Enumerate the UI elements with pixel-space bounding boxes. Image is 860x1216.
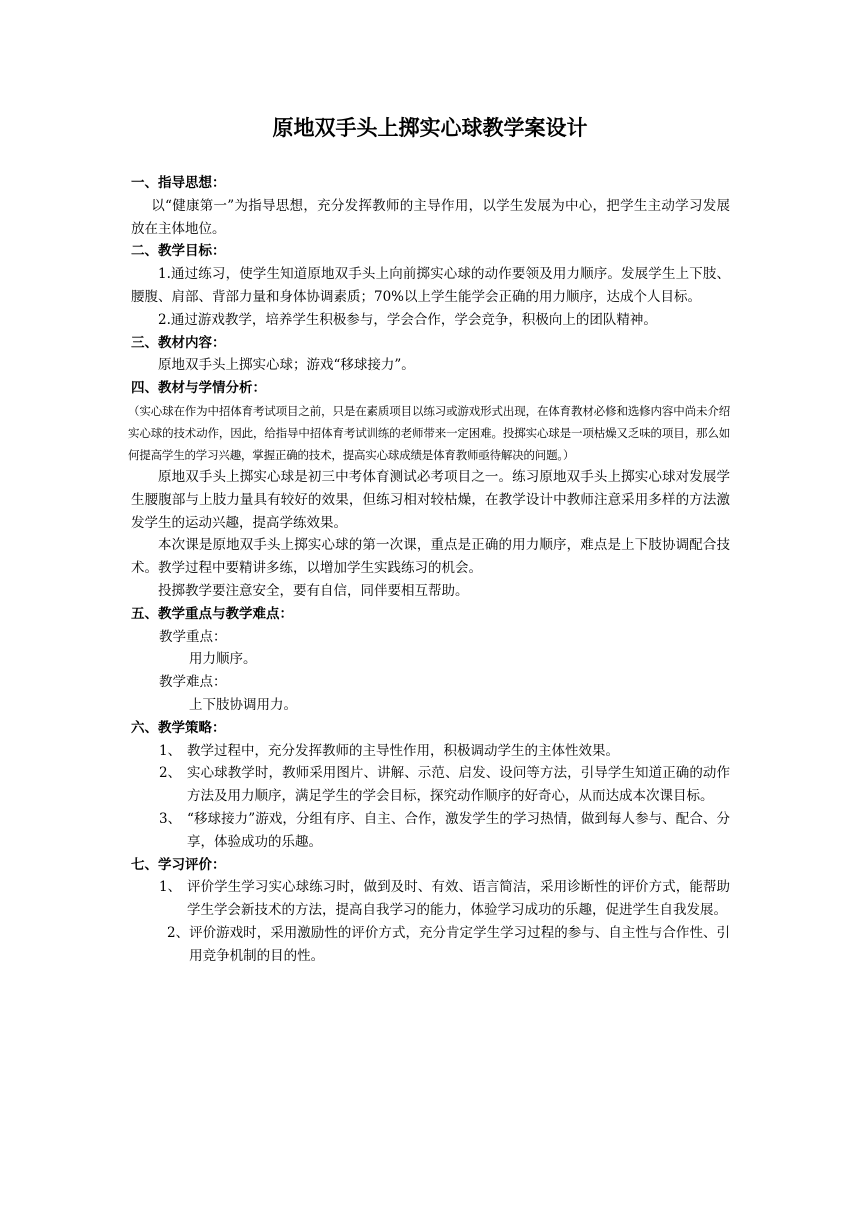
section-heading-strategy: 六、教学策略：: [131, 719, 226, 736]
strategy-item: [131, 740, 730, 763]
evaluation-item-text: 评价游戏时，采用激励性的评价方式，充分肯定学生学习过程的参与、自主性与合作性、引用竞争机制的目的性。: [189, 924, 730, 964]
strategy-item-text: 教学过程中，充分发挥教师的主导性作用，积极调动学生的主体性效果。: [187, 742, 619, 759]
strategy-item-text: “移球接力”游戏，分组有序、自主、合作，激发学生的学习热情，做到每人参与、配合、分享，体验成功的乐趣。: [187, 810, 730, 850]
teaching-goal-2: 2.通过游戏教学，培养学生积极参与，学会合作，学会竞争，积极向上的团队精神。: [158, 311, 657, 328]
guiding-thought-paragraph: 以“健康第一”为指导思想，充分发挥教师的主导作用，以学生发展为中心，把学生主动学习发展放在主体地位。: [131, 197, 730, 237]
section-heading-analysis: 四、教材与学情分析：: [131, 380, 266, 397]
analysis-paragraph-3: 投掷教学要注意安全，要有自信，同伴要相互帮助。: [158, 582, 469, 599]
strategy-item-text: 实心球教学时，教师采用图片、讲解、示范、启发、设问等方法，引导学生知道正确的动作方法及用力顺序，满足学生的学会目标，探究动作顺序的好奇心，从而达成本次课目标。: [187, 765, 730, 805]
document-title: 原地双手头上掷实心球教学案设计: [272, 116, 588, 140]
section-heading-evaluation: 七、学习评价：: [131, 856, 226, 873]
strategy-item: [131, 762, 730, 808]
difficult-point-text: 上下肢协调用力。: [189, 696, 297, 713]
strategy-item-number: 2、: [159, 765, 182, 782]
section-heading-key-difficult: 五、教学重点与教学难点：: [131, 605, 293, 622]
evaluation-item: [131, 922, 730, 968]
evaluation-item-text: 评价学生学习实心球练习时，做到及时、有效、语言简洁，采用诊断性的评价方式，能帮助学生学会新技术的方法，提高自我学习的能力，体验学习成功的乐趣，促进学生自我发展。: [187, 879, 730, 919]
evaluation-item-number: 1、: [159, 879, 182, 896]
section-heading-content: 三、教材内容：: [131, 334, 226, 351]
content-paragraph: 原地双手头上掷实心球；游戏“移球接力”。: [158, 357, 415, 374]
evaluation-item-number: 2、: [167, 924, 190, 941]
key-point-label: 教学重点：: [159, 628, 227, 645]
evaluation-item: [131, 876, 730, 922]
strategy-item: [131, 808, 730, 854]
analysis-paragraph-2: 本次课是原地双手头上掷实心球的第一次课，重点是正确的用力顺序，难点是上下肢协调配合技术。教学过程中要精讲多练，以增加学生实践练习的机会。: [131, 537, 730, 577]
analysis-note: （实心球在作为中招体育考试项目之前，只是在素质项目以练习或游戏形式出现，在体育教材必修和选修内容中尚未介绍实心球的技术动作，因此，给指导中招体育考试训练的老师带来一定困难。投掷实心球是一项枯燥又乏味的项目，那么如何提高学生的学习兴趣，掌握正确的技术，提高实心球成绩是体育教师亟待解决的问题。）: [128, 403, 730, 462]
key-point-text: 用力顺序。: [189, 651, 257, 668]
strategy-item-number: 3、: [159, 810, 182, 827]
document-body: [128, 172, 730, 968]
teaching-goal-1: 1.通过练习，使学生知道原地双手头上向前掷实心球的动作要领及用力顺序。发展学生上下肢、腰腹、肩部、背部力量和身体协调素质；70%以上学生能学会正确的用力顺序，达成个人目标。: [131, 266, 730, 305]
section-heading-teaching-goals: 二、教学目标：: [131, 243, 226, 260]
analysis-paragraph-1: 原地双手头上掷实心球是初三中考体育测试必考项目之一。练习原地双手头上掷实心球对发展学生腰腹部与上肢力量具有较好的效果，但练习相对较枯燥，在教学设计中教师注意采用多样的方法激发学生的运动兴趣，提高学练效果。: [131, 468, 730, 531]
difficult-point-label: 教学难点：: [159, 674, 227, 691]
section-heading-guiding-thought: 一、指导思想：: [131, 175, 226, 191]
strategy-item-number: 1、: [159, 742, 182, 759]
